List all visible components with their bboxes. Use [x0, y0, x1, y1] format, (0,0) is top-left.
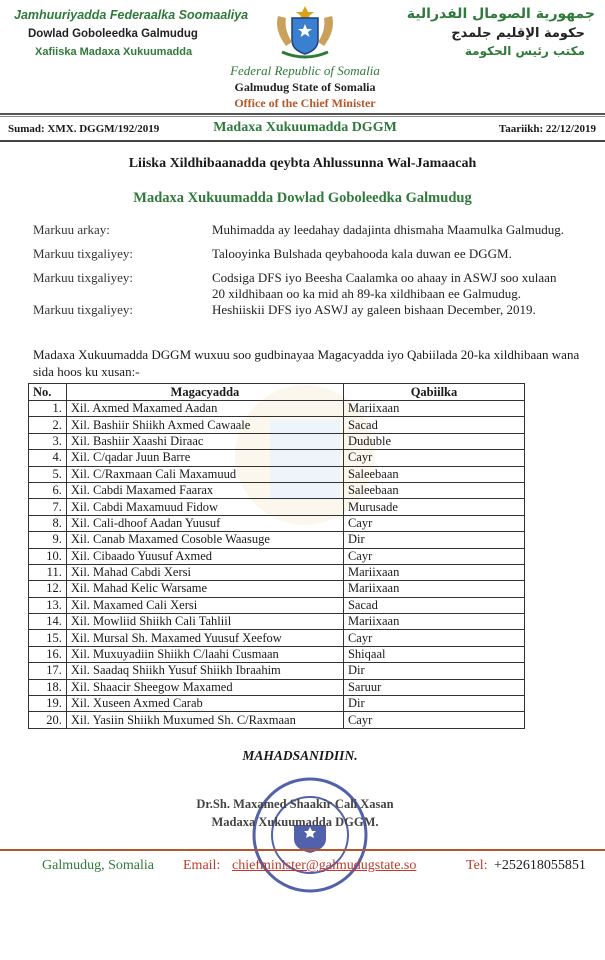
row-number: 19.	[29, 696, 67, 712]
header-state: Galmudug State of Somalia	[234, 80, 376, 94]
table-row	[29, 696, 525, 712]
row-number: 3.	[29, 433, 67, 449]
row-number: 9.	[29, 532, 67, 548]
meta-divider	[0, 140, 605, 142]
member-clan: Sacad	[343, 597, 524, 613]
signer-name: Dr.Sh. Maxamed Shaakir Cali Xasan	[196, 797, 394, 811]
reference-text: Talooyinka Bulshada qeybahooda kala duwan ee DGGM.	[212, 246, 512, 261]
table-row	[29, 630, 525, 646]
member-name: Xil. Mowliid Shiikh Cali Tahliil	[66, 614, 343, 630]
column-header-clan: Qabiilka	[343, 384, 524, 401]
intro-paragraph: Madaxa Xukuumadda DGGM wuxuu soo gudbinayaa Magacyadda iyo Qabiilada 20-ka xildhibaan wana sida hoos ku xusan:-	[33, 347, 580, 379]
footer-email-link[interactable]: chiefminister@galmudugstate.so	[232, 858, 417, 873]
member-clan: Cayr	[343, 712, 524, 728]
table-row	[29, 401, 525, 417]
reference-label: Markuu tixgaliyey:	[33, 246, 134, 261]
reference-label: Markuu tixgaliyey:	[33, 302, 134, 317]
member-clan: Sacad	[343, 417, 524, 433]
row-number: 5.	[29, 466, 67, 482]
table-row	[29, 679, 525, 695]
member-name: Xil. Cabdi Maxamuud Fidow	[66, 499, 343, 515]
closing-text: MAHADSANIDIIN.	[242, 748, 358, 763]
footer-email-label: Email:	[183, 858, 221, 873]
member-clan: Mariixaan	[343, 401, 524, 417]
table-row	[29, 515, 525, 531]
member-clan: Cayr	[343, 515, 524, 531]
row-number: 10.	[29, 548, 67, 564]
member-name: Xil. Canab Maxamed Cosoble Waasuge	[66, 532, 343, 548]
member-name: Xil. Axmed Maxamed Aadan	[66, 401, 343, 417]
table-row	[29, 581, 525, 597]
header-divider-thin	[0, 116, 605, 117]
table-row	[29, 548, 525, 564]
reference-text: Codsiga DFS iyo Beesha Caalamka oo ahaay in ASWJ soo xulaan 20 xildhibaan oo ka mid ah 89-ka xildhibaan ee Galmudug.	[212, 270, 557, 301]
member-name: Xil. Shaacir Sheegow Maxamed	[66, 679, 343, 695]
header-right-country: جمهورية الصومال الفدرالية	[406, 6, 595, 22]
member-clan: Dir	[343, 663, 524, 679]
member-name: Xil. Muxuyadiin Shiikh C/laahi Cusmaan	[66, 646, 343, 662]
row-number: 8.	[29, 515, 67, 531]
member-clan: Dir	[343, 696, 524, 712]
member-clan: Cayr	[343, 548, 524, 564]
member-name: Xil. Cali-dhoof Aadan Yuusuf	[66, 515, 343, 531]
member-name: Xil. Yasiin Shiikh Muxumed Sh. C/Raxmaan	[66, 712, 343, 728]
member-clan: Mariixaan	[343, 581, 524, 597]
row-number: 12.	[29, 581, 67, 597]
reference-label: Markuu arkay:	[33, 222, 110, 237]
column-header-no: No.	[29, 384, 67, 401]
reference-text: Heshiiskii DFS iyo ASWJ ay galeen bishaan December, 2019.	[212, 302, 536, 317]
header-office: Office of the Chief Minister	[234, 96, 376, 110]
table-row	[29, 564, 525, 580]
office-title: Madaxa Xukuumadda DGGM	[213, 120, 397, 135]
row-number: 17.	[29, 663, 67, 679]
row-number: 16.	[29, 646, 67, 662]
member-name: Xil. Bashiir Xaashi Diraac	[66, 433, 343, 449]
table-row	[29, 450, 525, 466]
row-number: 7.	[29, 499, 67, 515]
header-federal: Federal Republic of Somalia	[230, 63, 380, 78]
member-name: Xil. C/Raxmaan Cali Maxamuud	[66, 466, 343, 482]
row-number: 6.	[29, 482, 67, 498]
reference-label: Markuu tixgaliyey:	[33, 270, 134, 285]
member-name: Xil. Maxamed Cali Xersi	[66, 597, 343, 613]
member-clan: Dir	[343, 532, 524, 548]
document-title: Liiska Xildhibaanadda qeybta Ahlussunna Wal-Jamaacah	[128, 156, 477, 171]
member-clan: Shiqaal	[343, 646, 524, 662]
table-row	[29, 614, 525, 630]
member-name: Xil. Cabdi Maxamed Faarax	[66, 482, 343, 498]
member-clan: Cayr	[343, 630, 524, 646]
row-number: 18.	[29, 679, 67, 695]
member-name: Xil. Mahad Cabdi Xersi	[66, 564, 343, 580]
header-right-office: مكتب رئيس الحكومة	[464, 44, 585, 58]
table-row	[29, 712, 525, 728]
table-row	[29, 597, 525, 613]
row-number: 2.	[29, 417, 67, 433]
member-clan: Cayr	[343, 450, 524, 466]
header-divider	[0, 113, 605, 115]
member-name: Xil. Cibaado Yuusuf Axmed	[66, 548, 343, 564]
member-name: Xil. C/qadar Juun Barre	[66, 450, 343, 466]
row-number: 20.	[29, 712, 67, 728]
table-row	[29, 417, 525, 433]
footer-tel-label: Tel:	[466, 858, 488, 873]
table-row	[29, 646, 525, 662]
document-date: Taariikh: 22/12/2019	[498, 123, 596, 135]
members-table	[28, 383, 525, 729]
somalia-coat-of-arms-icon	[270, 4, 340, 62]
table-row	[29, 499, 525, 515]
member-name: Xil. Mahad Kelic Warsame	[66, 581, 343, 597]
member-clan: Mariixaan	[343, 614, 524, 630]
signer-title: Madaxa Xukuumadda DGGM.	[211, 815, 379, 829]
row-number: 15.	[29, 630, 67, 646]
row-number: 1.	[29, 401, 67, 417]
row-number: 11.	[29, 564, 67, 580]
table-row	[29, 482, 525, 498]
header-left-country: Jamhuuriyadda Federaalka Soomaaliya	[14, 8, 249, 22]
reference-text: Muhimadda ay leedahay dadajinta dhismaha Maamulka Galmudug.	[212, 222, 564, 237]
member-clan: Saruur	[343, 679, 524, 695]
member-name: Xil. Bashiir Shiikh Axmed Cawaale	[66, 417, 343, 433]
footer-tel: +252618055851	[494, 858, 586, 873]
row-number: 14.	[29, 614, 67, 630]
column-header-name: Magacyadda	[66, 384, 343, 401]
header-right-state: حكومة الإقليم جلمدج	[451, 26, 585, 41]
footer-divider	[0, 849, 605, 851]
table-row	[29, 433, 525, 449]
header-left-state: Dowlad Goboleedka Galmudug	[28, 28, 198, 40]
table-row	[29, 663, 525, 679]
member-clan: Mariixaan	[343, 564, 524, 580]
reference-number: Sumad: XMX. DGGM/192/2019	[8, 123, 160, 135]
table-row	[29, 466, 525, 482]
row-number: 4.	[29, 450, 67, 466]
member-name: Xil. Saadaq Shiikh Yusuf Shiikh Ibraahim	[66, 663, 343, 679]
member-name: Xil. Xuseen Axmed Carab	[66, 696, 343, 712]
member-clan: Saleebaan	[343, 482, 524, 498]
official-seal-stamp	[250, 775, 370, 895]
table-header-row	[29, 384, 525, 401]
member-name: Xil. Mursal Sh. Maxamed Yuusuf Xeefow	[66, 630, 343, 646]
row-number: 13.	[29, 597, 67, 613]
table-row	[29, 532, 525, 548]
member-clan: Duduble	[343, 433, 524, 449]
header-left-office: Xafiiska Madaxa Xukuumadda	[35, 46, 193, 58]
member-clan: Murusade	[343, 499, 524, 515]
footer-location: Galmudug, Somalia	[42, 858, 154, 873]
document-subtitle: Madaxa Xukuumadda Dowlad Goboleedka Galmudug	[133, 190, 472, 206]
member-clan: Saleebaan	[343, 466, 524, 482]
